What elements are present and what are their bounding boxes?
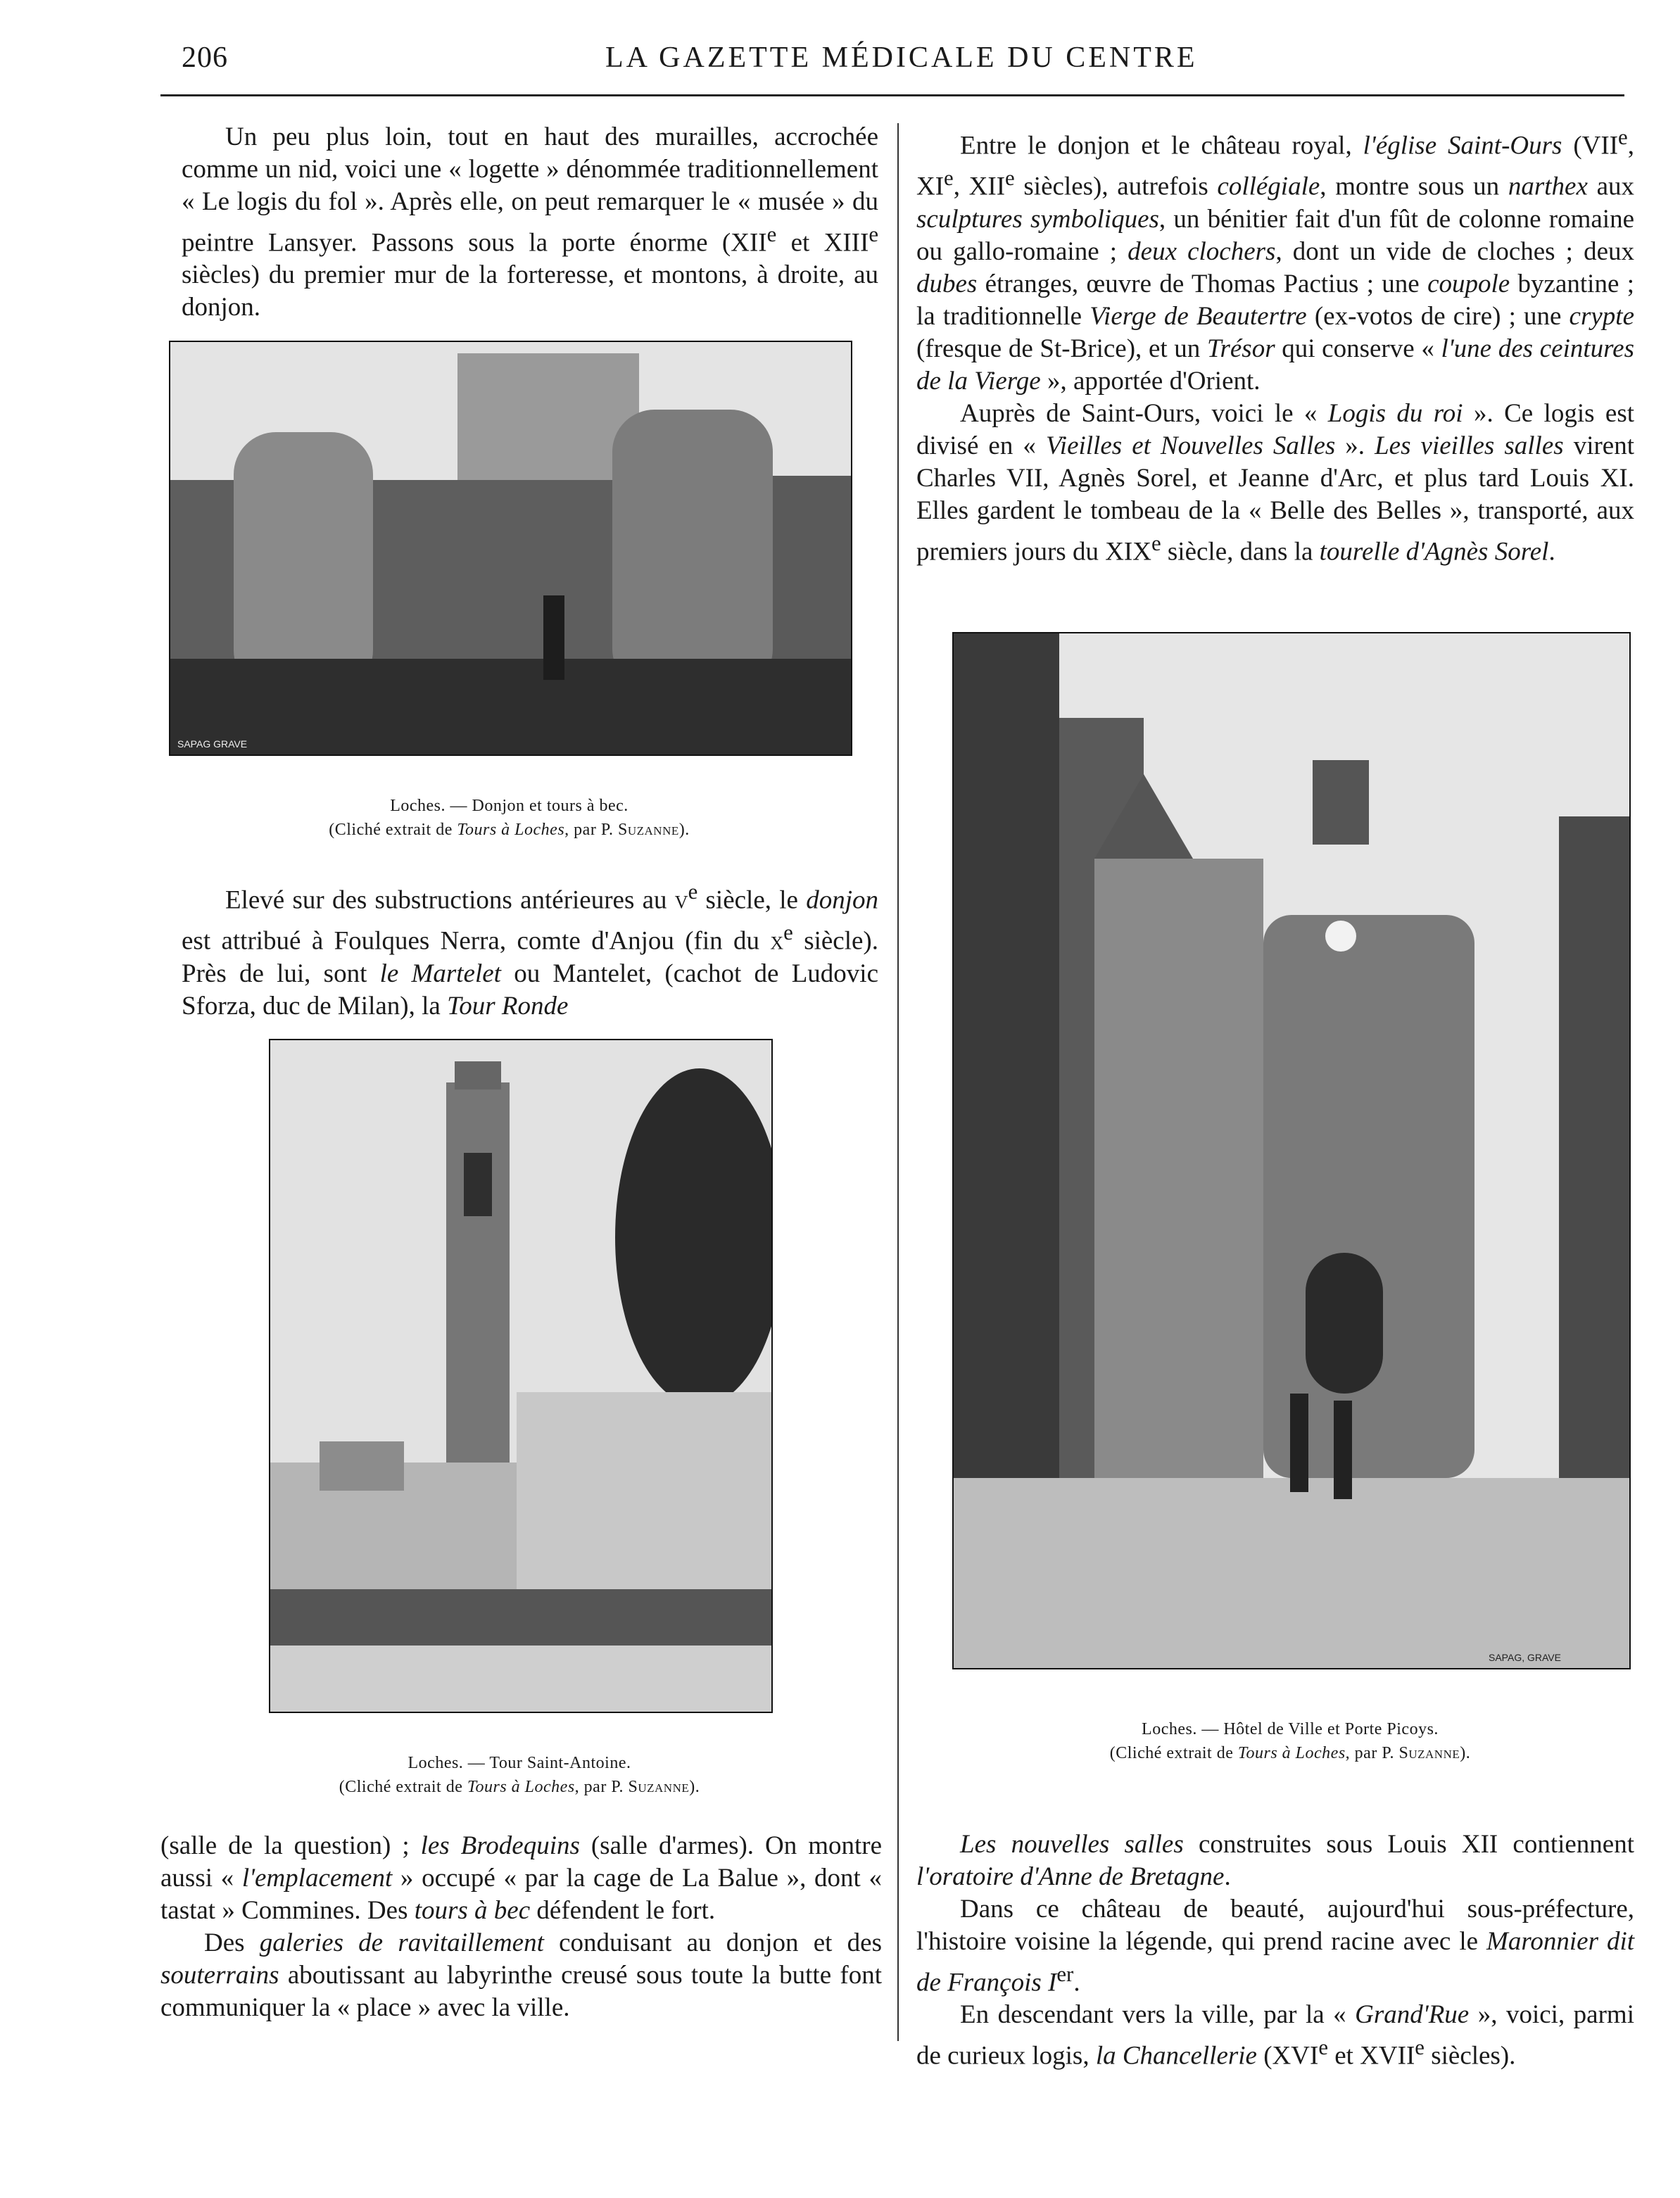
caption-tour-credit: (Cliché extrait de Tours à Loches, par P. Suzanne). <box>339 1778 700 1796</box>
page-number: 206 <box>182 42 228 74</box>
right-column-bottom <box>916 1828 1634 2073</box>
right-paragraph-4: Dans ce château de beauté, aujourd'hui sous-préfecture, l'histoire voisine la légende, qui prend racine avec le Maronnier dit de François Ier. <box>916 1895 1635 1997</box>
running-head: LA GAZETTE MÉDICALE DU CENTRE <box>605 42 1198 74</box>
left-paragraph-1: Un peu plus loin, tout en haut des murailles, accrochée comme un nid, voici une « logette » dénommée traditionnellement « Le logis du fol ». Après elle, on peut remarquer le « musée » du peintre Lansyer. Passons sous la porte énorme (XIIe et XIIIe siècles) du premier mur de la forteresse, et montons, à droite, au donjon. <box>182 122 879 322</box>
caption-tour-saint-antoine <box>269 1751 770 1799</box>
left-column-top <box>182 121 878 324</box>
caption-hotel-title: Loches. — Hôtel de Ville et Porte Picoys. <box>1142 1720 1439 1738</box>
photo-donjon-illustration <box>170 342 851 754</box>
photo-hotel-illustration <box>954 633 1629 1668</box>
right-paragraph-5: En descendant vers la ville, par la « Grand'Rue », voici, parmi de curieux logis, la Chancellerie (XVIe et XVIIe siècles). <box>916 2000 1634 2071</box>
header-rule <box>160 94 1624 96</box>
right-paragraph-3: Les nouvelles salles construites sous Louis XII contiennent l'oratoire d'Anne de Bretagne. <box>916 1830 1634 1891</box>
right-column-top <box>916 121 1634 568</box>
photo-tour-saint-antoine <box>269 1039 773 1713</box>
right-paragraph-1: Entre le donjon et le château royal, l'église Saint-Ours (VIIe, XIe, XIIe siècles), autrefois collégiale, montre sous un narthex aux sculptures symboliques, un bénitier fait d'un fût de colonne romaine ou gallo-romaine ; deux clochers, dont un vide de cloches ; deux dubes étranges, œuvre de Thomas Pactius ; une coupole byzantine ; la traditionnelle Vierge de Beautertre (ex-votos de cire) ; une crypte (fresque de St-Brice), et un Trésor qui conserve « l'une des ceintures de la Vierge », apportée d'Orient. <box>916 125 1634 396</box>
left-paragraph-3: (salle de la question) ; les Brodequins (salle d'armes). On montre aussi « l'emplacement » occupé « par la cage de La Balue », dont « tastat » Commines. Des tours à bec défendent le fort. <box>160 1831 883 1925</box>
right-paragraph-2: Auprès de Saint-Ours, voici le « Logis du roi ». Ce logis est divisé en « Vieilles et Nouvelles Salles ». Les vieilles salles virent Charles VII, Agnès Sorel, et Jeanne d'Arc, et plus tard Louis XI. Elles gardent le tombeau de la « Belle des Belles », transporté, aux premiers jours du XIXe siècle, dans la tourelle d'Agnès Sorel. <box>916 398 1634 566</box>
caption-tour-title: Loches. — Tour Saint-Antoine. <box>408 1754 631 1772</box>
caption-hotel-de-ville <box>952 1717 1628 1765</box>
photo-tour-illustration <box>270 1040 771 1712</box>
left-paragraph-4: Des galeries de ravitaillement conduisant au donjon et des souterrains aboutissant au labyrinthe creusé sous toute la butte font communiquer la « place » avec la ville. <box>160 1928 882 2022</box>
photo-donjon-tours <box>169 341 852 756</box>
left-paragraph-2: Elevé sur des substructions antérieures au $v^e$ siècle, le donjon est attribué à Foulques Nerra, comte d'Anjou (fin du $x^e$ siècle). Près de lui, sont le Martelet ou Mantelet, (cachot de Ludovic Sforza, duc de Milan), la Tour Ronde <box>182 880 878 1021</box>
engraver-mark: SAPAG GRAVE <box>177 738 248 750</box>
caption-hotel-credit: (Cliché extrait de Tours à Loches, par P. Suzanne). <box>1109 1744 1471 1762</box>
caption-donjon-title: Loches. — Donjon et tours à bec. <box>390 797 629 815</box>
column-divider <box>897 123 899 2041</box>
photo-hotel-de-ville <box>952 632 1631 1669</box>
left-column-bottom <box>160 1830 882 2024</box>
caption-donjon <box>169 794 850 842</box>
caption-donjon-credit: (Cliché extrait de Tours à Loches, par P. Suzanne). <box>329 821 690 839</box>
left-column-mid <box>182 876 878 1023</box>
engraver-mark-2: SAPAG, GRAVE <box>1489 1652 1561 1663</box>
